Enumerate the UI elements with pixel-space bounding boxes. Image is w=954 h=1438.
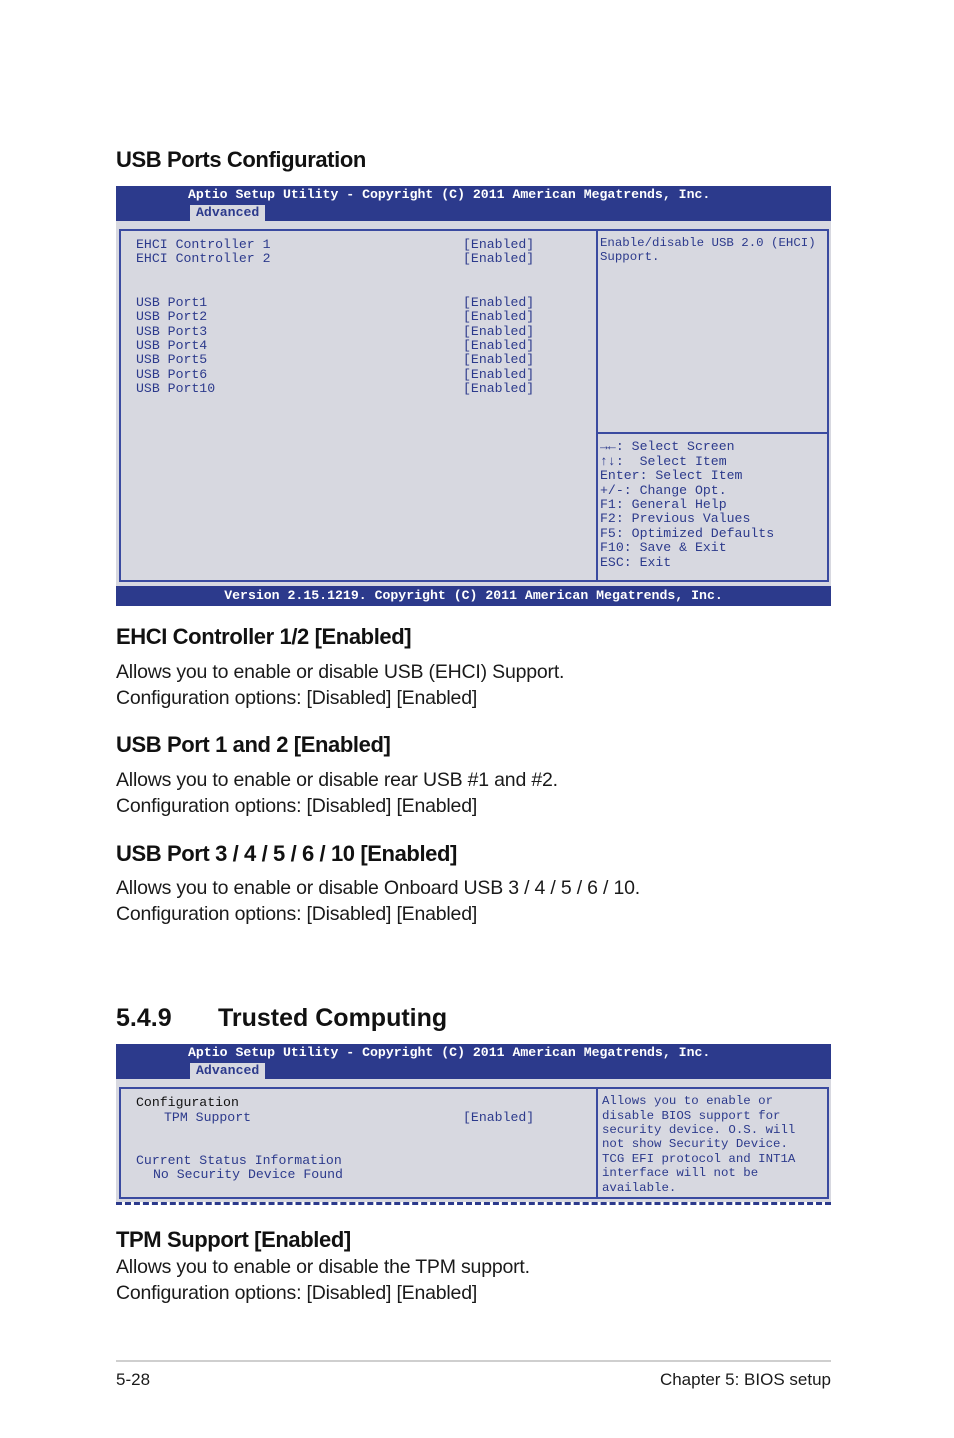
chapter-label: Chapter 5: BIOS setup <box>659 1370 831 1389</box>
bios-item-usb-port5[interactable]: USB Port5 <box>136 352 208 367</box>
bios-header-tpm <box>116 1044 831 1079</box>
usb-port3-description: Allows you to enable or disable Onboard USB 3 / 4 / 5 / 6 / 10. <box>116 877 640 899</box>
bios-value-tpm-support[interactable]: [Enabled] <box>463 1110 535 1125</box>
ehci-description: Allows you to enable or disable USB (EHCI) Support. <box>116 661 565 683</box>
bios-key-f10: F10: Save & Exit <box>600 540 727 555</box>
bios-key-f1: F1: General Help <box>600 497 727 512</box>
footer-rule <box>116 1360 831 1362</box>
bios-status-label: Current Status Information <box>136 1153 342 1168</box>
page-number: 5-28 <box>116 1370 151 1389</box>
bios-value-usb-port1[interactable]: [Enabled] <box>463 295 535 310</box>
bios-help-line: Support. <box>600 250 660 264</box>
bios-key-f2: F2: Previous Values <box>600 511 751 526</box>
tpm-description: Allows you to enable or disable the TPM support. <box>116 1256 530 1278</box>
usb-ports-heading: USB Ports Configuration <box>116 147 366 172</box>
bios-value-usb-port2[interactable]: [Enabled] <box>463 309 535 324</box>
bios-item-ehci-1[interactable]: EHCI Controller 1 <box>136 237 271 252</box>
bios-key-select-item: ↑↓: Select Item <box>600 454 727 469</box>
usb-port3-options: Configuration options: [Disabled] [Enabled] <box>116 903 478 925</box>
bios-config-label: Configuration <box>136 1095 239 1110</box>
bios-item-usb-port1[interactable]: USB Port1 <box>136 295 208 310</box>
bios-help-line: disable BIOS support for <box>602 1109 781 1123</box>
bios-version-bar: Version 2.15.1219. Copyright (C) 2011 American Megatrends, Inc. <box>116 586 831 606</box>
bios-key-change-opt: +/-: Change Opt. <box>600 483 727 498</box>
bios-help-line: available. <box>602 1181 677 1195</box>
tab-advanced[interactable]: Advanced <box>190 205 265 221</box>
section-number: 5.4.9 <box>116 1004 172 1032</box>
usb-port12-heading: USB Port 1 and 2 [Enabled] <box>116 732 391 757</box>
bios-help-line: interface will not be <box>602 1166 759 1180</box>
bios-body-usb <box>116 221 831 586</box>
bios-body-tpm <box>116 1079 831 1202</box>
bios-item-tpm-support[interactable]: TPM Support <box>164 1110 252 1125</box>
usb-port12-description: Allows you to enable or disable rear USB #1 and #2. <box>116 769 558 791</box>
bios-value-usb-port10[interactable]: [Enabled] <box>463 381 535 396</box>
section-title: Trusted Computing <box>218 1004 448 1032</box>
bios-key-f5: F5: Optimized Defaults <box>600 526 775 541</box>
bios-key-esc: ESC: Exit <box>600 555 672 570</box>
bios-header-usb <box>116 186 831 221</box>
bios-item-usb-port10[interactable]: USB Port10 <box>136 381 216 396</box>
bios-key-select-screen: →←: Select Screen <box>600 439 735 454</box>
ehci-options: Configuration options: [Disabled] [Enabled] <box>116 687 478 709</box>
bios-value-ehci-1[interactable]: [Enabled] <box>463 237 535 252</box>
bios-key-enter: Enter: Select Item <box>600 468 743 483</box>
tpm-options: Configuration options: [Disabled] [Enabled] <box>116 1282 478 1304</box>
bios-value-usb-port5[interactable]: [Enabled] <box>463 352 535 367</box>
bios-help-line: Enable/disable USB 2.0 (EHCI) <box>600 236 816 250</box>
bios-title: Aptio Setup Utility - Copyright (C) 2011 American Megatrends, Inc. <box>188 187 711 202</box>
bios-item-usb-port2[interactable]: USB Port2 <box>136 309 208 324</box>
tab-advanced[interactable]: Advanced <box>190 1063 265 1079</box>
bios-value-ehci-2[interactable]: [Enabled] <box>463 251 535 266</box>
bios-help-line: TCG EFI protocol and INT1A <box>602 1152 796 1166</box>
bios-main-panel <box>119 229 598 582</box>
bios-help-line: not show Security Device. <box>602 1137 788 1151</box>
bios-value-usb-port4[interactable]: [Enabled] <box>463 338 535 353</box>
bios-dashed-edge <box>116 1202 831 1205</box>
usb-port3-heading: USB Port 3 / 4 / 5 / 6 / 10 [Enabled] <box>116 841 457 866</box>
tpm-heading: TPM Support [Enabled] <box>116 1227 351 1252</box>
bios-item-ehci-2[interactable]: EHCI Controller 2 <box>136 251 271 266</box>
bios-help-line: security device. O.S. will <box>602 1123 796 1137</box>
bios-title: Aptio Setup Utility - Copyright (C) 2011 American Megatrends, Inc. <box>188 1045 711 1060</box>
bios-status-value: No Security Device Found <box>153 1167 343 1182</box>
bios-value-usb-port3[interactable]: [Enabled] <box>463 324 535 339</box>
bios-value-usb-port6[interactable]: [Enabled] <box>463 367 535 382</box>
bios-help-line: Allows you to enable or <box>602 1094 774 1108</box>
bios-item-usb-port3[interactable]: USB Port3 <box>136 324 208 339</box>
bios-item-usb-port6[interactable]: USB Port6 <box>136 367 208 382</box>
bios-item-usb-port4[interactable]: USB Port4 <box>136 338 208 353</box>
ehci-heading: EHCI Controller 1/2 [Enabled] <box>116 624 412 649</box>
usb-port12-options: Configuration options: [Disabled] [Enabled] <box>116 795 478 817</box>
